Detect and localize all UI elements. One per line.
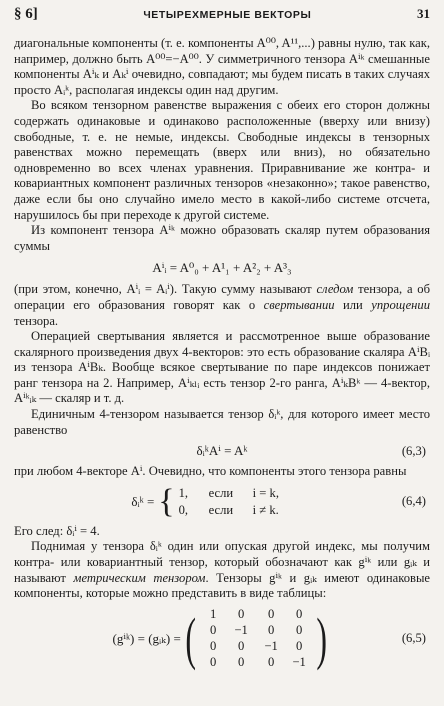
paragraph-8: Его след: δᵢⁱ = 4. <box>14 523 100 538</box>
equation-6-3-number: (6,3) <box>401 443 426 458</box>
left-paren-icon: ( <box>185 605 196 671</box>
p4-text-c: тензора, а об операции его образования говорят как о <box>14 282 430 312</box>
page-number: 31 <box>417 6 430 21</box>
p9-text-c: . Тензоры gⁱᵏ и gᵢₖ имеют одинаковые компоненты, которые можно представить в виде таблицы: <box>14 570 431 601</box>
left-brace-icon: { <box>158 482 175 520</box>
matrix-cell: 0 <box>210 639 217 654</box>
paragraph-1: диагональные компоненты (т. е. компоненты A⁰⁰, A¹¹,...) равны нулю, так как, например, должно быть A⁰⁰=−A⁰⁰. У симметричного тензора Aⁱᵏ смешанные компоненты Aⁱₖ и Aₖⁱ очевидно, совпадают; мы будем писать в таких случаях просто Aᵢᵏ, располагая индексы один над другим. <box>14 36 431 97</box>
term-trace: следом <box>316 282 354 297</box>
equation-6-4-lhs: δᵢᵏ = <box>131 493 155 509</box>
matrix-cell: 0 <box>268 607 275 622</box>
term-simplification: упрощении <box>371 297 431 312</box>
running-title: ЧЕТЫРЕХМЕРНЫЕ ВЕКТОРЫ <box>143 9 312 21</box>
equation-6-4-number: (6,4) <box>401 494 426 509</box>
equation-6-4 <box>14 480 430 524</box>
equation-trace-body: Aⁱᵢ = A⁰₀ + A¹₁ + A²₂ + A³₃ <box>152 260 292 276</box>
equation-6-3-body: δᵢᵏAⁱ = Aᵏ <box>196 443 248 459</box>
term-metric-tensor: метрическим тензором <box>73 570 206 585</box>
matrix-cell: 0 <box>268 623 275 638</box>
paragraph-9 <box>14 539 430 601</box>
equation-6-5 <box>14 602 430 676</box>
equation-trace <box>14 254 430 282</box>
equation-6-3 <box>14 438 430 464</box>
matrix-cell: 0 <box>296 607 303 622</box>
paragraph-7: при любом 4-векторе Aⁱ. Очевидно, что компоненты этого тензора равны <box>14 464 407 479</box>
matrix-cell: 0 <box>210 655 217 670</box>
matrix-cell: −1 <box>234 623 248 638</box>
matrix-cell: 0 <box>210 623 217 638</box>
case-1-word: если <box>208 485 234 500</box>
paragraph-3: Из компонент тензора Aⁱᵏ можно образовать скаляр путем образования суммы <box>14 223 430 253</box>
right-paren-icon: ) <box>316 605 328 671</box>
p9-text-a: Поднимая у тензора δᵢᵏ один или опуская другой индекс, мы получим контра- или ковариантный тензор, который обозначают как gⁱᵏ или gᵢₖ и называют <box>14 539 430 585</box>
case-2-value: 0, <box>178 502 189 517</box>
p4-text-g: тензора. <box>14 313 59 328</box>
matrix-cell: −1 <box>264 639 278 654</box>
matrix-grid <box>200 607 312 670</box>
p4-text-a: (при этом, конечно, Aⁱᵢ = Aᵢⁱ). Такую сумму называют <box>14 282 317 297</box>
matrix-cell: 0 <box>296 639 303 654</box>
case-2-word: если <box>208 502 234 517</box>
paragraph-6: Единичным 4-тензором называется тензор δᵢᵏ, для которого имеет место равенство <box>14 407 430 437</box>
cases-block <box>179 486 313 518</box>
matrix-cell: 0 <box>296 623 303 638</box>
equation-6-5-number: (6,5) <box>401 631 426 646</box>
case-2-condition: i ≠ k. <box>252 502 279 517</box>
term-contraction: свертывании <box>263 297 335 312</box>
paragraph-2: Во всяком тензорном равенстве выражения с обеих его сторон должны содержать одинаковые и одинаково расположенные (вверху или внизу) свободные, т. е. не немые, индексы. Свободные индексы в тензорных равенствах можно перемещать (вверх или вниз), но обязательно одновременно во всех членах уравнения. Приравнивание же контра- и ковариантных компонент различных тензоров «незаконно»; такое равенство, даже если бы оно случайно имело место в какой-либо системе отсчета, нарушилось бы при переходе к другой системе. <box>14 98 430 222</box>
page-header <box>14 6 430 36</box>
matrix-cell: 0 <box>238 639 245 654</box>
paragraph-4 <box>14 282 430 329</box>
paragraph-5: Операцией свертывания является и рассмотренное выше образование скалярного произведения двух 4-векторов: это есть образование скаляра AⁱBᵢ из тензора AⁱBₖ. Вообще всякое свертывание по паре индексов понижает ранг тензора на 2. Например, Aⁱₖₗᵢ есть тензор 2-го ранга, AⁱₖBᵏ — 4-вектор, Aⁱᵏᵢₖ — скаляр и т. д. <box>14 329 430 406</box>
matrix-cell: 1 <box>210 607 217 622</box>
matrix-cell: 0 <box>238 607 245 622</box>
matrix-cell: 0 <box>268 655 275 670</box>
section-number: § 6] <box>14 6 38 22</box>
p4-text-e: или <box>334 297 372 312</box>
matrix-cell: 0 <box>238 655 245 670</box>
matrix-cell: −1 <box>292 655 306 670</box>
equation-6-5-lhs: (gⁱᵏ) = (gᵢₖ) = <box>112 630 181 646</box>
case-1-value: 1, <box>178 485 189 500</box>
case-1-condition: i = k, <box>252 485 279 500</box>
metric-matrix <box>181 607 332 670</box>
